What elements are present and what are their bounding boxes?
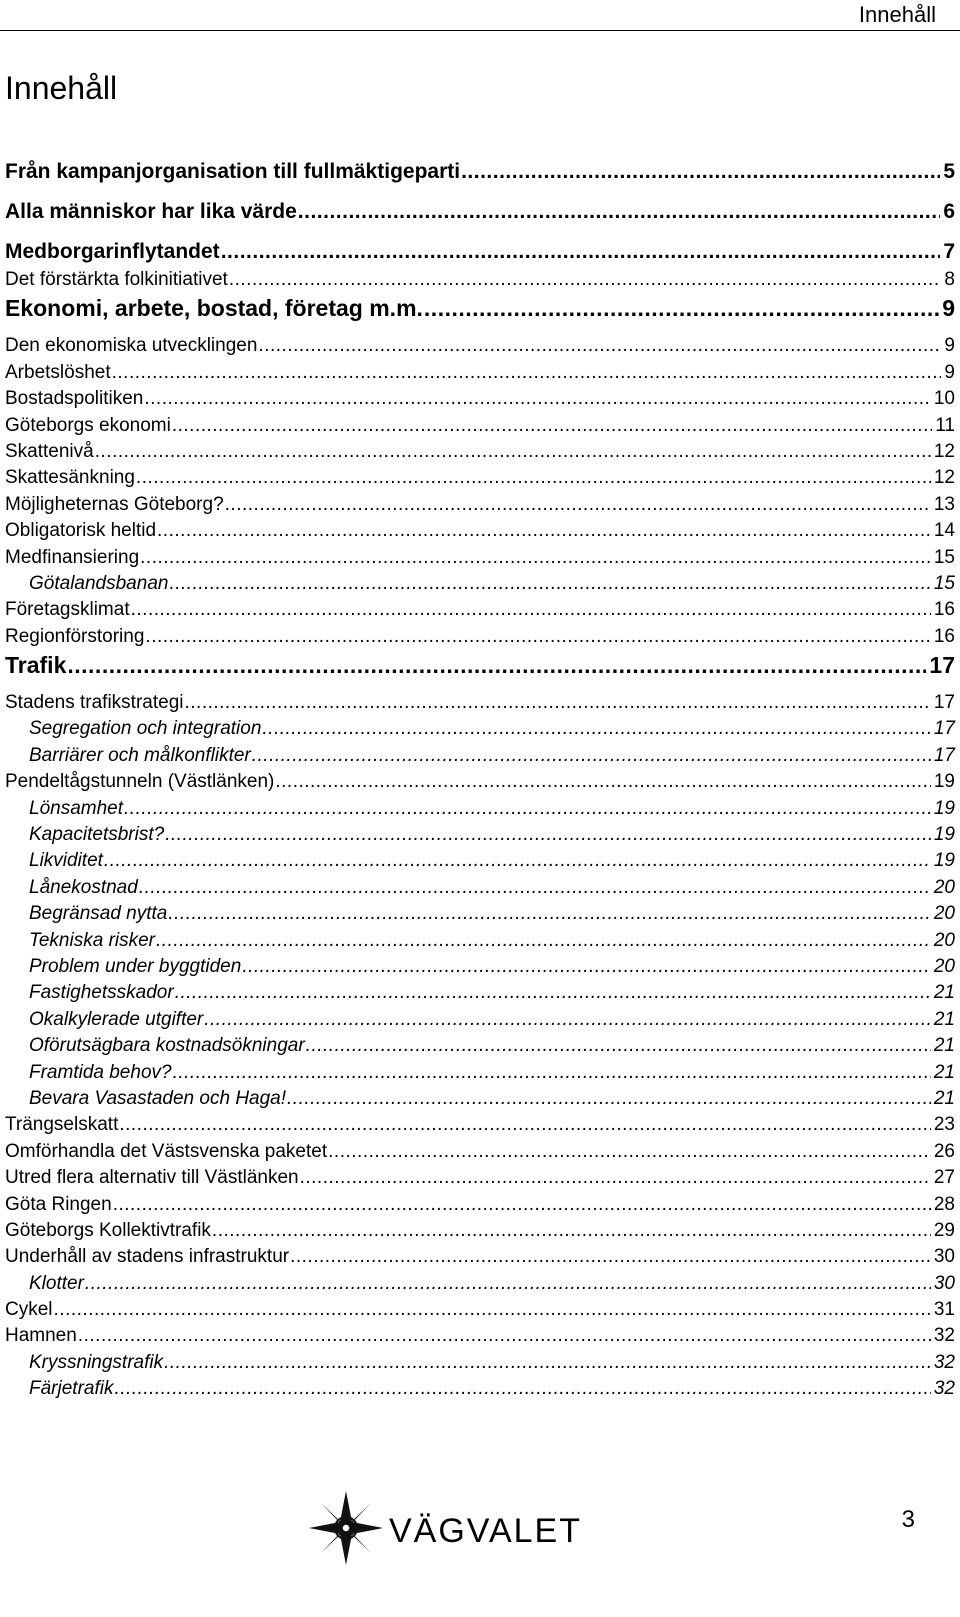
toc-dot-leader: [290, 1244, 931, 1270]
toc-entry-title: Ekonomi, arbete, bostad, företag m.m.: [5, 295, 423, 322]
toc-entry[interactable]: [5, 1323, 955, 1349]
toc-entry-title: Bostadspolitiken: [5, 388, 144, 410]
toc-entry-page: 21: [933, 982, 955, 1004]
toc-dot-leader: [300, 1165, 931, 1191]
toc-entry-title: Kryssningstrafik: [29, 1351, 164, 1373]
toc-entry-title: Skattesänkning: [5, 467, 135, 489]
toc-entry-page: 32: [933, 1325, 955, 1347]
toc-entry-title: Trafik: [5, 652, 67, 679]
toc-entry[interactable]: [5, 1244, 955, 1270]
toc-entry-page: 32: [933, 1378, 955, 1400]
toc-entry-title: Det förstärkta folkinitiativet: [5, 269, 228, 290]
vagvalet-logo: [305, 1488, 605, 1568]
toc-dot-leader: [124, 796, 931, 822]
toc-dot-leader: [242, 954, 931, 980]
toc-dot-leader: [78, 1323, 931, 1349]
toc-entry-title: Obligatorisk heltid: [5, 520, 157, 542]
toc-entry[interactable]: [5, 1007, 955, 1033]
toc-entry-page: 23: [933, 1114, 955, 1136]
page-title: Innehåll: [5, 70, 118, 106]
toc-entry[interactable]: [5, 571, 955, 597]
toc-dot-leader: [184, 690, 930, 716]
toc-dot-leader: [145, 624, 930, 650]
toc-entry-page: 17: [929, 652, 955, 679]
toc-entry[interactable]: [5, 769, 955, 795]
toc-entry-page: 14: [933, 520, 955, 542]
toc-entry-page: 26: [933, 1140, 955, 1162]
toc-entry-title: Segregation och integration: [29, 718, 262, 740]
toc-dot-leader: [112, 360, 942, 386]
toc-entry[interactable]: [5, 1112, 955, 1138]
toc-entry[interactable]: [5, 954, 955, 980]
toc-dot-leader: [95, 439, 931, 465]
toc-entry-page: 9: [944, 335, 955, 357]
toc-entry-title: Medfinansiering: [5, 546, 140, 568]
table-of-contents: [5, 157, 955, 1403]
toc-entry-title: Omförhandla det Västsvenska paketet: [5, 1140, 328, 1162]
toc-entry-page: 21: [933, 1061, 955, 1083]
toc-entry[interactable]: [5, 980, 955, 1006]
toc-entry[interactable]: [5, 1297, 955, 1323]
toc-entry[interactable]: [5, 386, 955, 412]
toc-dot-leader: [258, 333, 941, 359]
toc-entry-title: Medborgarinflytandet: [5, 240, 220, 263]
toc-entry-page: 16: [933, 625, 955, 647]
toc-dot-leader: [221, 237, 941, 267]
toc-dot-leader: [225, 492, 931, 518]
toc-entry-page: 29: [933, 1219, 955, 1241]
toc-entry-title: Skattenivå: [5, 440, 94, 462]
toc-entry-title: Stadens trafikstrategi: [5, 692, 184, 714]
toc-entry-page: 20: [933, 876, 955, 898]
toc-entry-title: Trängselskatt: [5, 1114, 119, 1136]
toc-entry-page: 15: [933, 572, 955, 594]
toc-entry-page: 21: [933, 1008, 955, 1030]
toc-dot-leader: [328, 1139, 931, 1165]
toc-entry-page: 19: [933, 797, 955, 819]
toc-entry-title: Götalandsbanan: [29, 572, 169, 594]
toc-entry[interactable]: [5, 465, 955, 491]
toc-dot-leader: [54, 1297, 931, 1323]
toc-dot-leader: [212, 1218, 931, 1244]
toc-dot-leader: [119, 1112, 931, 1138]
toc-entry-page: 19: [933, 824, 955, 846]
toc-dot-leader: [168, 901, 930, 927]
toc-entry-title: Arbetslöshet: [5, 361, 111, 383]
toc-entry[interactable]: [5, 690, 955, 716]
toc-entry-title: Framtida behov?: [29, 1061, 172, 1083]
toc-entry-title: Tekniska risker: [29, 929, 156, 951]
toc-entry-title: Hamnen: [5, 1325, 77, 1347]
toc-entry[interactable]: [5, 848, 955, 874]
toc-entry[interactable]: [5, 1086, 955, 1112]
toc-entry[interactable]: [5, 237, 955, 267]
toc-entry-page: 15: [933, 546, 955, 568]
toc-entry[interactable]: [5, 1192, 955, 1218]
toc-entry[interactable]: [5, 267, 955, 293]
toc-entry-page: 20: [933, 929, 955, 951]
page-number: 3: [901, 1506, 915, 1533]
toc-entry-page: 30: [933, 1272, 955, 1294]
toc-dot-leader: [287, 1086, 931, 1112]
toc-entry[interactable]: [5, 743, 955, 769]
logo-text: VÄGVALET: [389, 1511, 582, 1550]
toc-entry[interactable]: [5, 1271, 955, 1297]
toc-entry-title: Färjetrafik: [29, 1378, 114, 1400]
toc-entry-title: Begränsad nytta: [29, 903, 168, 925]
toc-entry[interactable]: [5, 1165, 955, 1191]
toc-entry[interactable]: [5, 1376, 955, 1402]
toc-entry[interactable]: [5, 197, 955, 237]
toc-entry[interactable]: [5, 901, 955, 927]
toc-entry-page: 11: [935, 414, 955, 436]
toc-entry-page: 9: [942, 295, 955, 322]
compass-star-icon: [305, 1487, 387, 1569]
toc-entry-page: 21: [933, 1035, 955, 1057]
toc-entry-title: Problem under byggtiden: [29, 955, 242, 977]
toc-entry-title: Möjligheternas Göteborg?: [5, 493, 224, 515]
toc-dot-leader: [172, 413, 932, 439]
toc-entry-page: 20: [933, 955, 955, 977]
toc-dot-leader: [113, 1192, 931, 1218]
header-rule: [0, 30, 960, 31]
toc-entry-title: Regionförstoring: [5, 625, 145, 647]
toc-entry[interactable]: [5, 518, 955, 544]
toc-entry-page: 19: [933, 850, 955, 872]
toc-dot-leader: [114, 1376, 930, 1402]
toc-entry[interactable]: [5, 1139, 955, 1165]
toc-dot-leader: [144, 386, 930, 412]
toc-entry-page: 32: [933, 1351, 955, 1373]
toc-dot-leader: [140, 545, 931, 571]
toc-entry-title: Lånekostnad: [29, 876, 138, 898]
toc-entry[interactable]: [5, 293, 955, 333]
toc-entry-title: Företagsklimat: [5, 599, 130, 621]
toc-dot-leader: [131, 597, 931, 623]
toc-entry-page: 27: [933, 1167, 955, 1189]
running-header: Innehåll: [858, 2, 936, 27]
toc-entry-page: 21: [933, 1087, 955, 1109]
toc-entry-title: Göteborgs ekonomi: [5, 414, 171, 436]
toc-entry-page: 5: [943, 160, 955, 183]
toc-entry-page: 17: [933, 744, 955, 766]
toc-dot-leader: [424, 293, 939, 323]
toc-dot-leader: [229, 267, 942, 293]
toc-entry-page: 16: [933, 599, 955, 621]
toc-dot-leader: [169, 571, 930, 597]
toc-entry[interactable]: [5, 1033, 955, 1059]
toc-entry-page: 6: [943, 200, 955, 223]
toc-entry[interactable]: [5, 716, 955, 742]
toc-dot-leader: [67, 650, 926, 680]
toc-dot-leader: [173, 1060, 931, 1086]
toc-entry[interactable]: [5, 545, 955, 571]
toc-entry-page: 20: [933, 903, 955, 925]
toc-entry-page: 28: [933, 1193, 955, 1215]
toc-dot-leader: [275, 769, 931, 795]
toc-entry-title: Likviditet: [29, 850, 103, 872]
toc-dot-leader: [298, 197, 941, 227]
toc-entry-title: Underhåll av stadens infrastruktur: [5, 1246, 290, 1268]
toc-entry-page: 31: [933, 1299, 955, 1321]
toc-entry[interactable]: [5, 597, 955, 623]
toc-entry-page: 17: [933, 692, 955, 714]
toc-entry[interactable]: [5, 492, 955, 518]
toc-entry[interactable]: [5, 413, 955, 439]
toc-dot-leader: [262, 716, 930, 742]
toc-entry-page: 30: [933, 1246, 955, 1268]
toc-entry-title: Utred flera alternativ till Västlänken: [5, 1167, 299, 1189]
toc-entry-page: 10: [933, 388, 955, 410]
toc-dot-leader: [252, 743, 931, 769]
toc-entry[interactable]: [5, 1060, 955, 1086]
toc-entry-title: Oförutsägbara kostnadsökningar: [29, 1035, 305, 1057]
toc-entry-title: Okalkylerade utgifter: [29, 1008, 204, 1030]
toc-entry-page: 9: [944, 361, 955, 383]
toc-dot-leader: [306, 1033, 931, 1059]
toc-entry-page: 19: [933, 771, 955, 793]
toc-entry[interactable]: [5, 796, 955, 822]
toc-entry[interactable]: [5, 650, 955, 690]
toc-dot-leader: [136, 465, 931, 491]
toc-dot-leader: [156, 928, 931, 954]
toc-entry-title: Från kampanjorganisation till fullmäktigeparti: [5, 160, 461, 183]
toc-entry-title: Cykel: [5, 1299, 53, 1321]
toc-entry[interactable]: [5, 439, 955, 465]
toc-dot-leader: [164, 1350, 931, 1376]
toc-entry-page: 17: [933, 718, 955, 740]
toc-dot-leader: [165, 822, 931, 848]
toc-dot-leader: [157, 518, 931, 544]
toc-entry-title: Den ekonomiska utvecklingen: [5, 335, 258, 357]
toc-dot-leader: [175, 980, 931, 1006]
toc-entry-page: 12: [933, 467, 955, 489]
toc-entry[interactable]: [5, 1350, 955, 1376]
toc-entry-title: Pendeltågstunneln (Västlänken): [5, 771, 275, 793]
toc-entry-title: Klotter: [29, 1272, 84, 1294]
toc-dot-leader: [139, 875, 931, 901]
toc-dot-leader: [85, 1271, 931, 1297]
toc-entry[interactable]: [5, 360, 955, 386]
toc-entry[interactable]: [5, 1218, 955, 1244]
toc-entry[interactable]: [5, 875, 955, 901]
toc-entry-title: Lönsamhet: [29, 797, 124, 819]
toc-entry-page: 7: [943, 240, 955, 263]
toc-entry[interactable]: [5, 928, 955, 954]
toc-entry-title: Alla människor har lika värde: [5, 200, 297, 223]
toc-entry[interactable]: [5, 822, 955, 848]
toc-entry-title: Bevara Vasastaden och Haga!: [29, 1087, 287, 1109]
toc-entry-title: Barriärer och målkonflikter: [29, 744, 251, 766]
toc-dot-leader: [104, 848, 931, 874]
toc-entry-title: Göta Ringen: [5, 1193, 112, 1215]
toc-entry[interactable]: [5, 157, 955, 197]
toc-entry-page: 13: [933, 493, 955, 515]
toc-entry-title: Kapacitetsbrist?: [29, 824, 165, 846]
toc-dot-leader: [204, 1007, 931, 1033]
toc-entry-page: 12: [933, 440, 955, 462]
toc-entry-title: Göteborgs Kollektivtrafik: [5, 1219, 211, 1241]
toc-entry-page: 8: [944, 269, 955, 290]
toc-entry-title: Fastighetsskador: [29, 982, 174, 1004]
toc-entry[interactable]: [5, 333, 955, 359]
toc-entry[interactable]: [5, 624, 955, 650]
toc-dot-leader: [461, 157, 940, 187]
